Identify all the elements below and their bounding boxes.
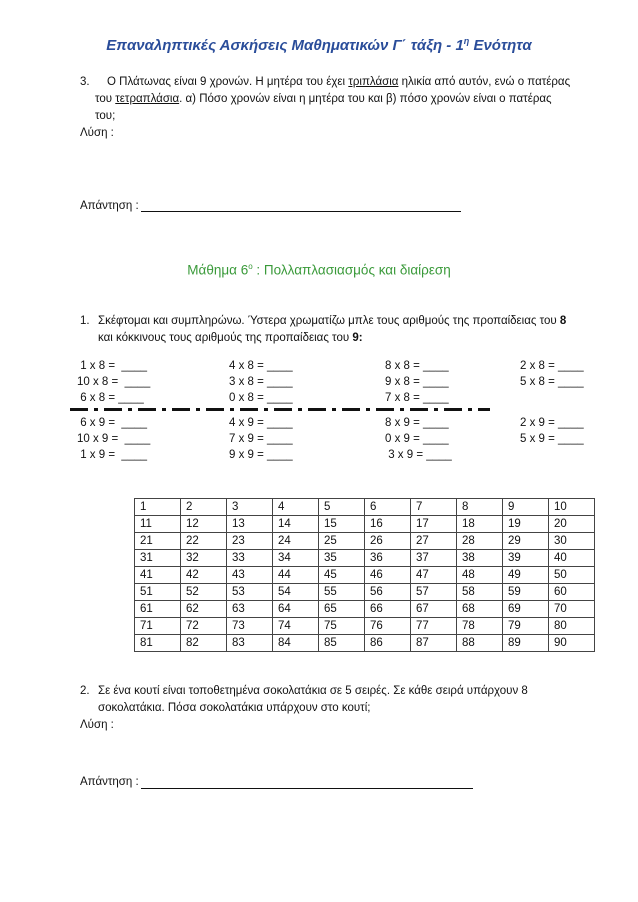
mult9-item[interactable]: 3 x 9 = ____ <box>385 449 452 461</box>
ex1-line2-bold: 9: <box>352 332 363 344</box>
problem3-solution-label: Λύση : <box>80 127 114 139</box>
ex1-number: 1. <box>80 315 90 327</box>
grid-cell[interactable]: 12 <box>181 516 227 533</box>
grid-cell[interactable]: 36 <box>365 550 411 567</box>
grid-cell[interactable]: 63 <box>227 601 273 618</box>
grid-cell[interactable]: 62 <box>181 601 227 618</box>
grid-cell[interactable]: 11 <box>135 516 181 533</box>
grid-row <box>135 601 595 618</box>
grid-cell[interactable]: 15 <box>319 516 365 533</box>
grid-cell[interactable]: 52 <box>181 584 227 601</box>
grid-cell[interactable]: 38 <box>457 550 503 567</box>
grid-cell[interactable]: 78 <box>457 618 503 635</box>
grid-cell[interactable]: 41 <box>135 567 181 584</box>
grid-cell[interactable]: 68 <box>457 601 503 618</box>
grid-cell[interactable]: 21 <box>135 533 181 550</box>
grid-cell[interactable]: 66 <box>365 601 411 618</box>
grid-cell[interactable]: 47 <box>411 567 457 584</box>
grid-cell[interactable]: 43 <box>227 567 273 584</box>
grid-cell[interactable]: 27 <box>411 533 457 550</box>
grid-cell[interactable]: 17 <box>411 516 457 533</box>
mult9-col2 <box>229 415 293 463</box>
mult9-item[interactable]: 0 x 9 = ____ <box>385 433 449 445</box>
mult8-item[interactable]: 8 x 8 = ____ <box>385 360 449 372</box>
grid-cell[interactable]: 42 <box>181 567 227 584</box>
grid-cell[interactable]: 88 <box>457 635 503 652</box>
grid-cell[interactable]: 33 <box>227 550 273 567</box>
mult8-item[interactable]: 9 x 8 = ____ <box>385 376 449 388</box>
grid-cell[interactable]: 56 <box>365 584 411 601</box>
grid-cell[interactable]: 60 <box>549 584 595 601</box>
grid-cell[interactable]: 2 <box>181 499 227 516</box>
grid-cell[interactable]: 5 <box>319 499 365 516</box>
grid-cell[interactable]: 37 <box>411 550 457 567</box>
mult8-item[interactable]: 10 x 8 = ____ <box>77 376 151 388</box>
ex1-line1-text: Σκέφτομαι και συμπληρώνω. Ύστερα χρωματίζω μπλε τους αριθμούς της προπαίδειας του <box>98 315 560 327</box>
grid-cell[interactable]: 59 <box>503 584 549 601</box>
grid-cell[interactable]: 48 <box>457 567 503 584</box>
grid-cell[interactable]: 74 <box>273 618 319 635</box>
grid-cell[interactable]: 50 <box>549 567 595 584</box>
grid-cell[interactable]: 40 <box>549 550 595 567</box>
grid-cell[interactable]: 82 <box>181 635 227 652</box>
grid-cell[interactable]: 19 <box>503 516 549 533</box>
grid-cell[interactable]: 67 <box>411 601 457 618</box>
grid-cell[interactable]: 7 <box>411 499 457 516</box>
ex1-line2-text: και κόκκινους τους αριθμούς της προπαίδειας του <box>98 332 353 344</box>
ex2-answer-label: Απάντηση : <box>80 776 139 788</box>
problem3-underlined-triple: τριπλάσια <box>348 76 399 88</box>
problem3-number: 3. <box>80 76 90 88</box>
grid-cell[interactable]: 14 <box>273 516 319 533</box>
grid-cell[interactable]: 72 <box>181 618 227 635</box>
grid-row <box>135 618 595 635</box>
lesson-sup: ο <box>248 262 253 271</box>
mult9-item[interactable]: 9 x 9 = ____ <box>229 449 293 461</box>
grid-cell[interactable]: 61 <box>135 601 181 618</box>
grid-cell[interactable]: 65 <box>319 601 365 618</box>
mult8-col1 <box>77 358 150 406</box>
grid-cell[interactable]: 71 <box>135 618 181 635</box>
grid-cell[interactable]: 55 <box>319 584 365 601</box>
problem3-text-d: . α) Πόσο χρονών είναι η μητέρα του και β) πόσο χρονών είναι ο πατέρας <box>179 93 552 105</box>
problem3-answer-label: Απάντηση : <box>80 200 139 212</box>
grid-cell[interactable]: 44 <box>273 567 319 584</box>
grid-row <box>135 499 595 516</box>
grid-cell[interactable]: 80 <box>549 618 595 635</box>
mult9-item[interactable]: 1 x 9 = ____ <box>77 449 148 461</box>
ex2-line1: Σε ένα κουτί είναι τοποθετημένα σοκολατάκια σε 5 σειρές. Σε κάθε σειρά υπάρχουν 8 <box>98 685 528 697</box>
mult9-item[interactable]: 5 x 9 = ____ <box>520 433 584 445</box>
grid-cell[interactable]: 87 <box>411 635 457 652</box>
grid-row <box>135 550 595 567</box>
grid-cell[interactable]: 54 <box>273 584 319 601</box>
grid-cell[interactable]: 57 <box>411 584 457 601</box>
grid-cell[interactable]: 31 <box>135 550 181 567</box>
grid-cell[interactable]: 8 <box>457 499 503 516</box>
grid-row <box>135 516 595 533</box>
ex2-answer-line[interactable] <box>141 788 473 789</box>
mult8-item[interactable]: 3 x 8 = ____ <box>229 376 293 388</box>
grid-cell[interactable]: 20 <box>549 516 595 533</box>
mult8-item[interactable]: 6 x 8 = ____ <box>77 392 144 404</box>
mult8-item[interactable]: 2 x 8 = ____ <box>520 360 584 372</box>
problem3-answer-line[interactable] <box>141 211 461 212</box>
mult8-col4 <box>520 358 584 390</box>
grid-cell[interactable]: 89 <box>503 635 549 652</box>
grid-cell[interactable]: 73 <box>227 618 273 635</box>
lesson-rest: : Πολλαπλασιασμός και διαίρεση <box>252 262 451 278</box>
grid-cell[interactable]: 83 <box>227 635 273 652</box>
grid-cell[interactable]: 10 <box>549 499 595 516</box>
grid-cell[interactable]: 26 <box>365 533 411 550</box>
grid-cell[interactable]: 23 <box>227 533 273 550</box>
problem3-line1 <box>107 74 607 91</box>
grid-row <box>135 584 595 601</box>
mult8-item[interactable]: 0 x 8 = ____ <box>229 392 293 404</box>
problem3-line3: του; <box>95 110 116 122</box>
mult9-item[interactable]: 10 x 9 = ____ <box>77 433 151 445</box>
page-title <box>0 36 638 54</box>
mult9-col1 <box>77 415 150 463</box>
grid-row <box>135 567 595 584</box>
grid-cell[interactable]: 84 <box>273 635 319 652</box>
grid-cell[interactable]: 13 <box>227 516 273 533</box>
dash-dot-separator <box>70 408 490 411</box>
grid-cell[interactable]: 70 <box>549 601 595 618</box>
grid-cell[interactable]: 90 <box>549 635 595 652</box>
ex2-line2: σοκολατάκια. Πόσα σοκολατάκια υπάρχουν στο κουτί; <box>98 702 371 714</box>
grid-cell[interactable]: 24 <box>273 533 319 550</box>
grid-cell[interactable]: 58 <box>457 584 503 601</box>
grid-row <box>135 533 595 550</box>
ex2-solution-label: Λύση : <box>80 719 114 731</box>
grid-cell[interactable]: 45 <box>319 567 365 584</box>
grid-cell[interactable]: 64 <box>273 601 319 618</box>
grid-cell[interactable]: 79 <box>503 618 549 635</box>
grid-cell[interactable]: 4 <box>273 499 319 516</box>
grid-cell[interactable]: 76 <box>365 618 411 635</box>
grid-cell[interactable]: 69 <box>503 601 549 618</box>
problem3-text-c: του <box>95 93 116 105</box>
grid-cell[interactable]: 51 <box>135 584 181 601</box>
grid-cell[interactable]: 34 <box>273 550 319 567</box>
mult9-col3 <box>385 415 452 463</box>
ex1-line1-bold: 8 <box>559 315 567 327</box>
grid-cell[interactable]: 9 <box>503 499 549 516</box>
grid-cell[interactable]: 22 <box>181 533 227 550</box>
grid-cell[interactable]: 29 <box>503 533 549 550</box>
grid-cell[interactable]: 81 <box>135 635 181 652</box>
problem3-underlined-quadruple: τετραπλάσια <box>115 93 180 105</box>
title-rest: Ενότητα <box>469 37 532 54</box>
grid-cell[interactable]: 75 <box>319 618 365 635</box>
grid-cell[interactable]: 86 <box>365 635 411 652</box>
grid-cell[interactable]: 39 <box>503 550 549 567</box>
mult8-item[interactable]: 1 x 8 = ____ <box>77 360 148 372</box>
problem3-text-b: ηλικία από αυτόν, ενώ ο πατέρας <box>398 76 571 88</box>
number-grid <box>134 498 595 652</box>
mult9-item[interactable]: 7 x 9 = ____ <box>229 433 293 445</box>
mult9-item[interactable]: 2 x 9 = ____ <box>520 417 584 429</box>
grid-cell[interactable]: 53 <box>227 584 273 601</box>
mult8-item[interactable]: 4 x 8 = ____ <box>229 360 293 372</box>
mult9-item[interactable]: 8 x 9 = ____ <box>385 417 449 429</box>
grid-cell[interactable]: 25 <box>319 533 365 550</box>
grid-cell[interactable]: 30 <box>549 533 595 550</box>
grid-cell[interactable]: 6 <box>365 499 411 516</box>
grid-cell[interactable]: 3 <box>227 499 273 516</box>
ex1-line1 <box>98 313 618 330</box>
mult9-col4 <box>520 415 584 447</box>
grid-cell[interactable]: 49 <box>503 567 549 584</box>
grid-cell[interactable]: 77 <box>411 618 457 635</box>
lesson-main: Μάθημα 6 <box>187 262 249 278</box>
problem3-line2 <box>95 91 615 108</box>
grid-cell[interactable]: 1 <box>135 499 181 516</box>
grid-cell[interactable]: 18 <box>457 516 503 533</box>
ex1-line2 <box>98 330 618 347</box>
mult9-item[interactable]: 6 x 9 = ____ <box>77 417 148 429</box>
grid-cell[interactable]: 32 <box>181 550 227 567</box>
problem3-text-a: Ο Πλάτωνας είναι 9 χρονών. Η μητέρα του έχει <box>107 76 349 88</box>
grid-cell[interactable]: 28 <box>457 533 503 550</box>
grid-cell[interactable]: 16 <box>365 516 411 533</box>
grid-cell[interactable]: 46 <box>365 567 411 584</box>
mult8-col3 <box>385 358 449 406</box>
grid-cell[interactable]: 35 <box>319 550 365 567</box>
title-sup: η <box>463 36 470 46</box>
title-main: Επαναληπτικές Ασκήσεις Μαθηματικών Γ΄ τάξη - 1 <box>106 37 464 54</box>
mult9-item[interactable]: 4 x 9 = ____ <box>229 417 293 429</box>
grid-cell[interactable]: 85 <box>319 635 365 652</box>
mult8-item[interactable]: 7 x 8 = ____ <box>385 392 449 404</box>
ex2-number: 2. <box>80 685 90 697</box>
lesson-heading <box>0 262 638 278</box>
grid-row <box>135 635 595 652</box>
mult8-item[interactable]: 5 x 8 = ____ <box>520 376 584 388</box>
mult8-col2 <box>229 358 293 406</box>
